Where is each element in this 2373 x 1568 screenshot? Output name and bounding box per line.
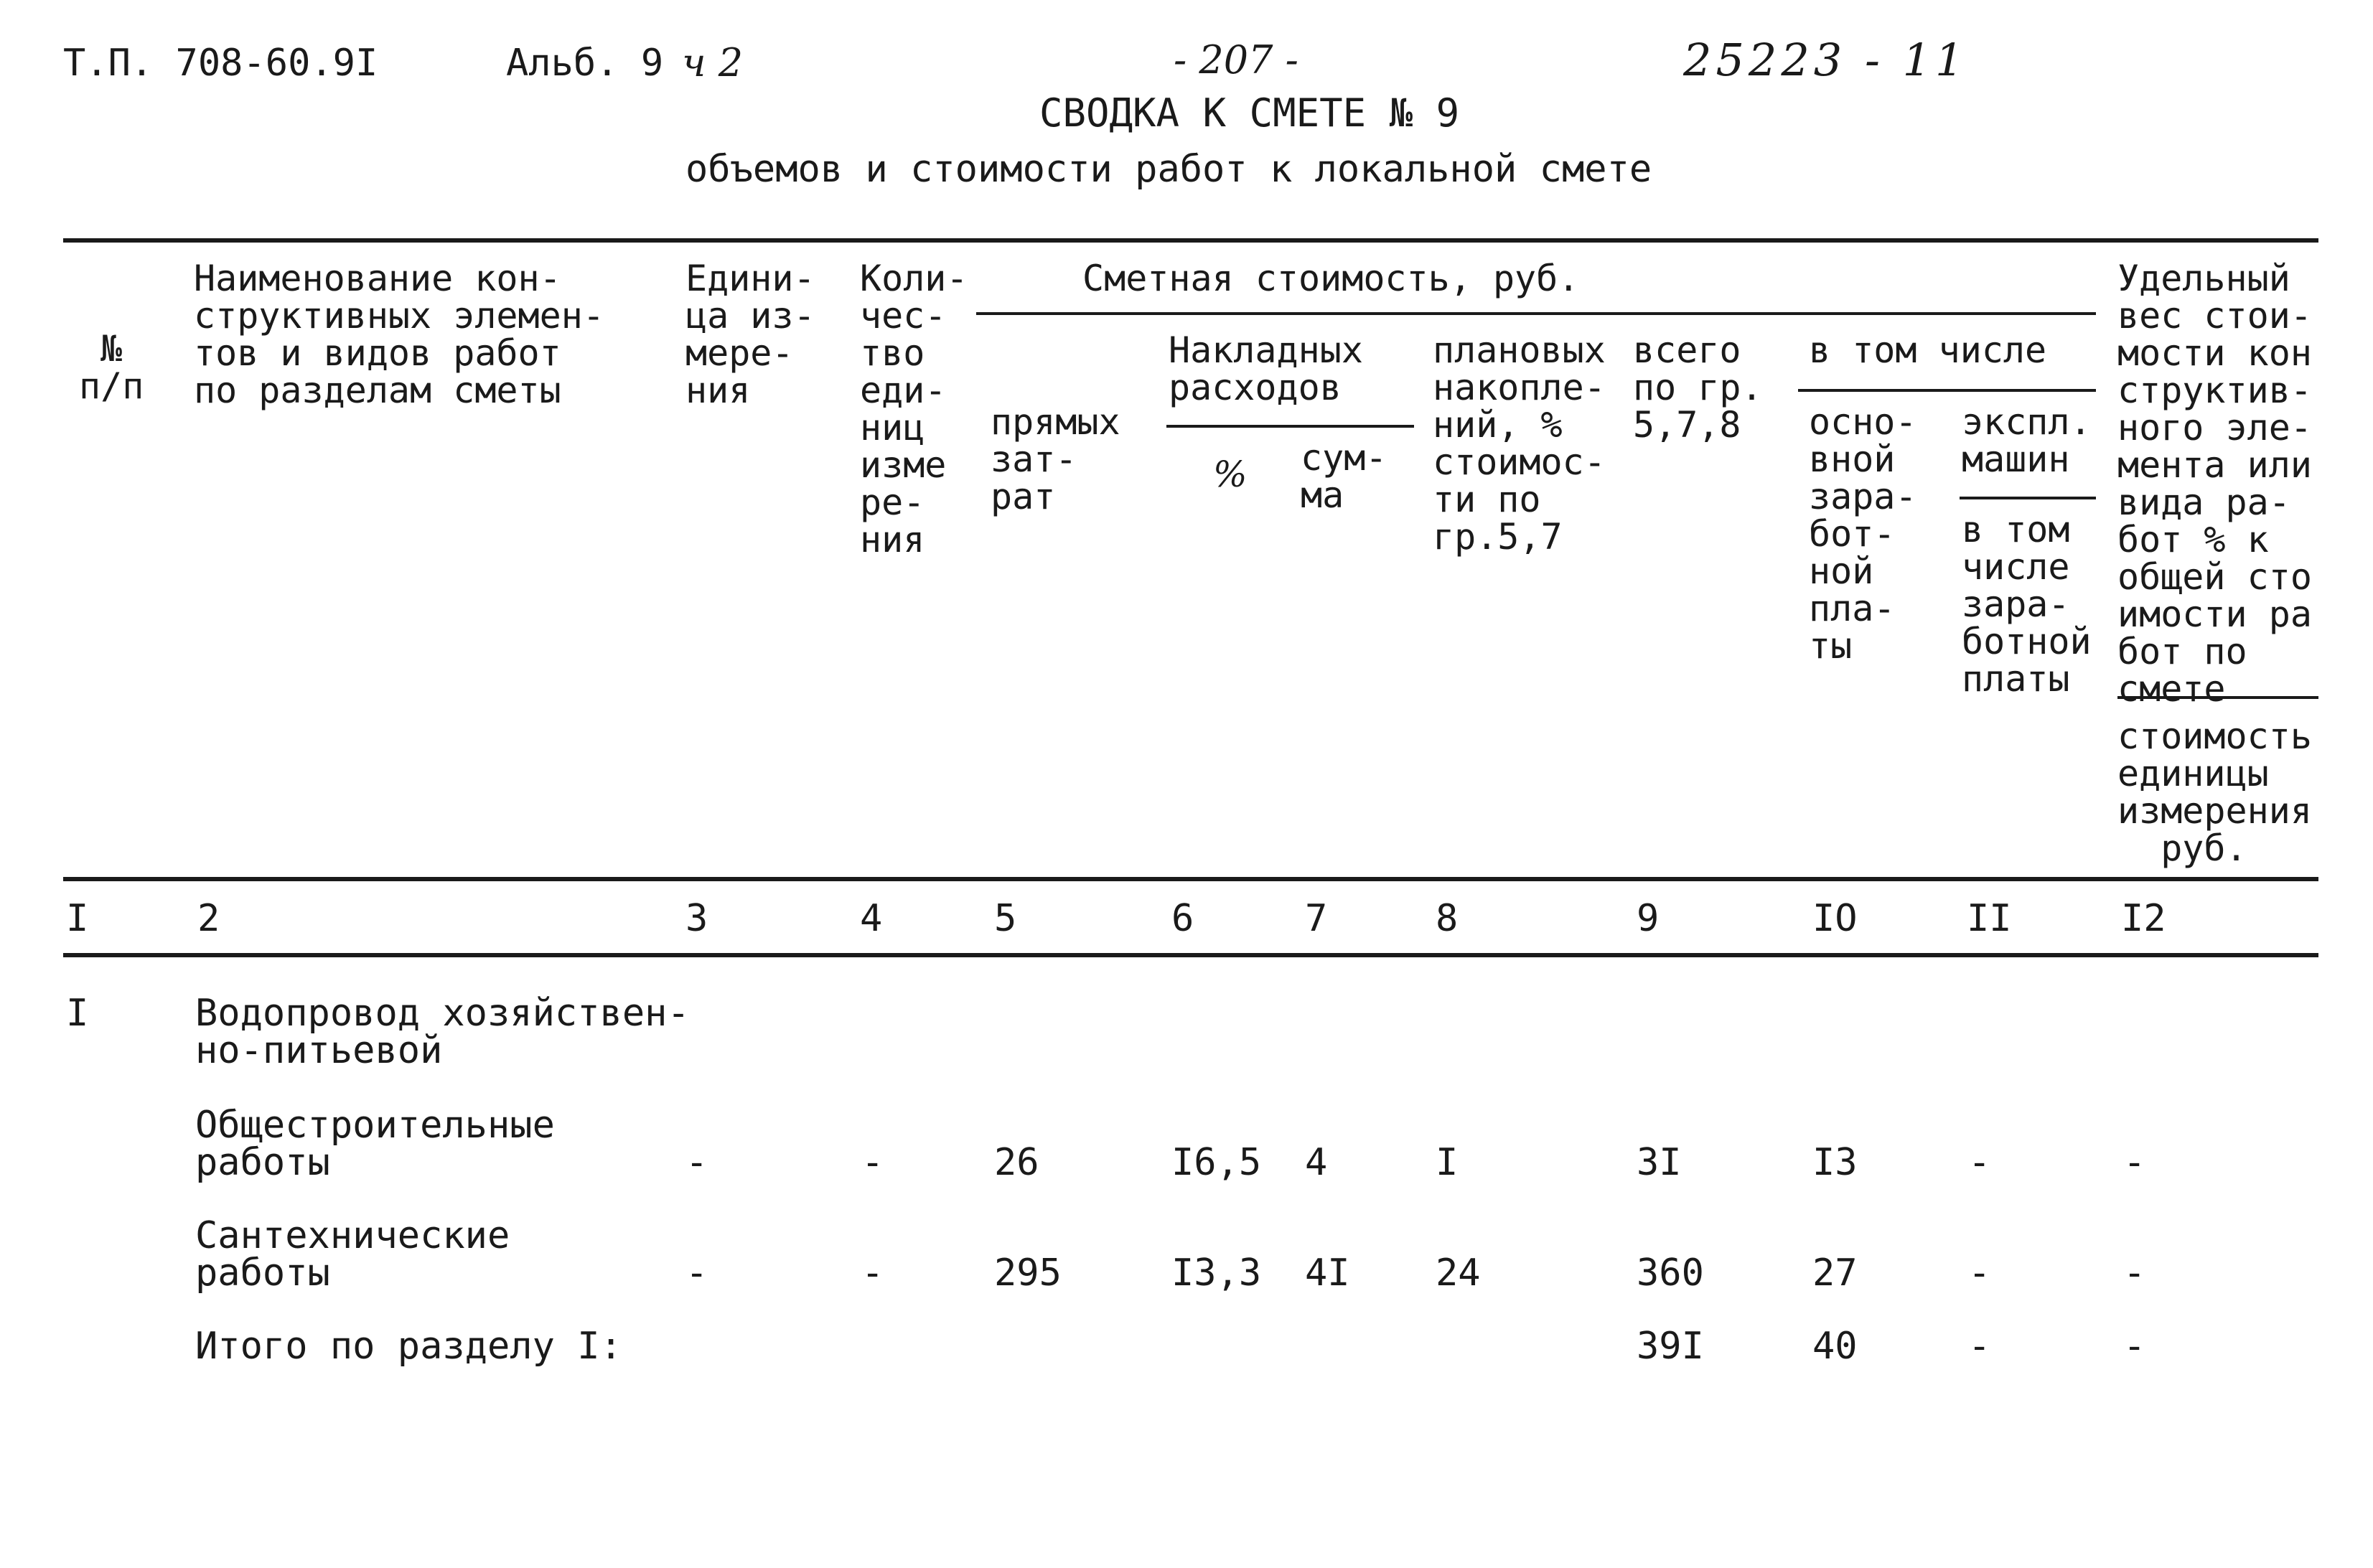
header-overhead: Накладных расходов bbox=[1169, 329, 1363, 408]
row-overhead-sum: 4I bbox=[1305, 1252, 1350, 1295]
header-cost-group: Сметная стоимость, руб. bbox=[1082, 258, 1580, 299]
header-direct-costs: прямых зат- рат bbox=[991, 401, 1120, 517]
overhead-rule bbox=[1166, 425, 1414, 428]
album-part-handwritten: ч 2 bbox=[682, 40, 744, 85]
header-specific-weight: Удельный вес стои- мости кон структив- ного эле- мента или вида ра- бот % к общей сто имости ра бот по смете bbox=[2117, 258, 2312, 710]
document-subtitle: объемов и стоимости работ к локальной смете bbox=[685, 148, 1652, 191]
col-number-11: II bbox=[1967, 897, 2012, 940]
table-top-rule bbox=[63, 238, 2318, 243]
incl-rule bbox=[1798, 389, 2096, 392]
row-overhead-percent: I3,3 bbox=[1171, 1252, 1262, 1295]
row-total: 3I bbox=[1637, 1141, 1682, 1184]
row-base-wages: I3 bbox=[1812, 1141, 1858, 1184]
row-unit: - bbox=[685, 1141, 708, 1184]
col-number-1: I bbox=[66, 897, 89, 940]
col-number-9: 9 bbox=[1637, 897, 1660, 940]
row-overhead-sum: 4 bbox=[1305, 1141, 1328, 1184]
row-name: Общестроительные работы bbox=[195, 1104, 555, 1184]
col-number-5: 5 bbox=[994, 897, 1017, 940]
header-total: всего по гр. 5,7,8 bbox=[1633, 329, 1763, 446]
col-number-6: 6 bbox=[1171, 897, 1194, 940]
header-overhead-percent: % bbox=[1213, 454, 1248, 495]
row-quantity: - bbox=[861, 1252, 884, 1295]
row-unit: - bbox=[685, 1252, 708, 1295]
header-overhead-sum: сум- ма bbox=[1301, 437, 1387, 516]
row-total: 360 bbox=[1637, 1252, 1704, 1295]
row-quantity: - bbox=[861, 1141, 884, 1184]
header-quantity: Коли- чес- тво еди- ниц изме ре- ния bbox=[860, 258, 968, 560]
header-including: в том числе bbox=[1809, 329, 2047, 371]
col-numbers-bottom-rule bbox=[63, 953, 2318, 957]
section-total-value: 39I bbox=[1637, 1325, 1704, 1368]
row-base-wages: 27 bbox=[1812, 1252, 1858, 1295]
header-machines-wages: в том числе зара- ботной платы bbox=[1962, 509, 2092, 700]
col-number-2: 2 bbox=[197, 897, 220, 940]
row-specific-weight: - bbox=[2123, 1141, 2146, 1184]
row-planned-savings: 24 bbox=[1436, 1252, 1481, 1295]
header-row-number: № п/п bbox=[79, 328, 144, 407]
header-unit-cost: стоимость единицы измерения руб. bbox=[2117, 715, 2312, 869]
row-direct-costs: 295 bbox=[994, 1252, 1062, 1295]
col-number-4: 4 bbox=[860, 897, 883, 940]
document-code: Т.П. 708-60.9I bbox=[63, 42, 378, 85]
page-number: - 207 - bbox=[1174, 37, 1298, 83]
cost-group-rule bbox=[976, 312, 2096, 315]
header-machines: экспл. машин bbox=[1962, 401, 2092, 480]
row-machines: - bbox=[1968, 1252, 1991, 1295]
machines-rule bbox=[1960, 497, 2096, 499]
row-overhead-percent: I6,5 bbox=[1171, 1141, 1262, 1184]
header-planned-savings: плановых накопле- ний, % стоимос- ти по гр.5,7 bbox=[1433, 329, 1606, 558]
header-bottom-rule bbox=[63, 877, 2318, 881]
album-label: Альб. 9 bbox=[506, 42, 664, 85]
stamp-number-handwritten: 25223 - 11 bbox=[1683, 34, 1968, 86]
header-element-name: Наименование кон- структивных элемен- тов и видов работ по разделам сметы bbox=[194, 258, 604, 411]
row-name: Сантехнические работы bbox=[195, 1214, 510, 1295]
section-total-wages: 40 bbox=[1812, 1325, 1858, 1368]
row-machines: - bbox=[1968, 1141, 1991, 1184]
document-title: СВОДКА К СМЕТЕ № 9 bbox=[1039, 90, 1460, 136]
section-number: I bbox=[66, 992, 89, 1035]
row-planned-savings: I bbox=[1436, 1141, 1459, 1184]
row-specific-weight: - bbox=[2123, 1252, 2146, 1295]
col-number-8: 8 bbox=[1436, 897, 1459, 940]
header-base-wages: осно- вной зара- бот- ной пла- ты bbox=[1809, 401, 1917, 667]
col-number-3: 3 bbox=[685, 897, 708, 940]
section-total-machines: - bbox=[1968, 1325, 1991, 1368]
section-name: Водопровод хозяйствен- но-питьевой bbox=[195, 992, 690, 1072]
col-number-12: I2 bbox=[2121, 897, 2166, 940]
section-total-specific: - bbox=[2123, 1325, 2146, 1368]
header-unit: Едини- ца из- мере- ния bbox=[685, 258, 815, 411]
section-total-label: Итого по разделу I: bbox=[195, 1325, 622, 1368]
col-number-7: 7 bbox=[1305, 897, 1328, 940]
row-direct-costs: 26 bbox=[994, 1141, 1039, 1184]
col-number-10: IO bbox=[1812, 897, 1858, 940]
